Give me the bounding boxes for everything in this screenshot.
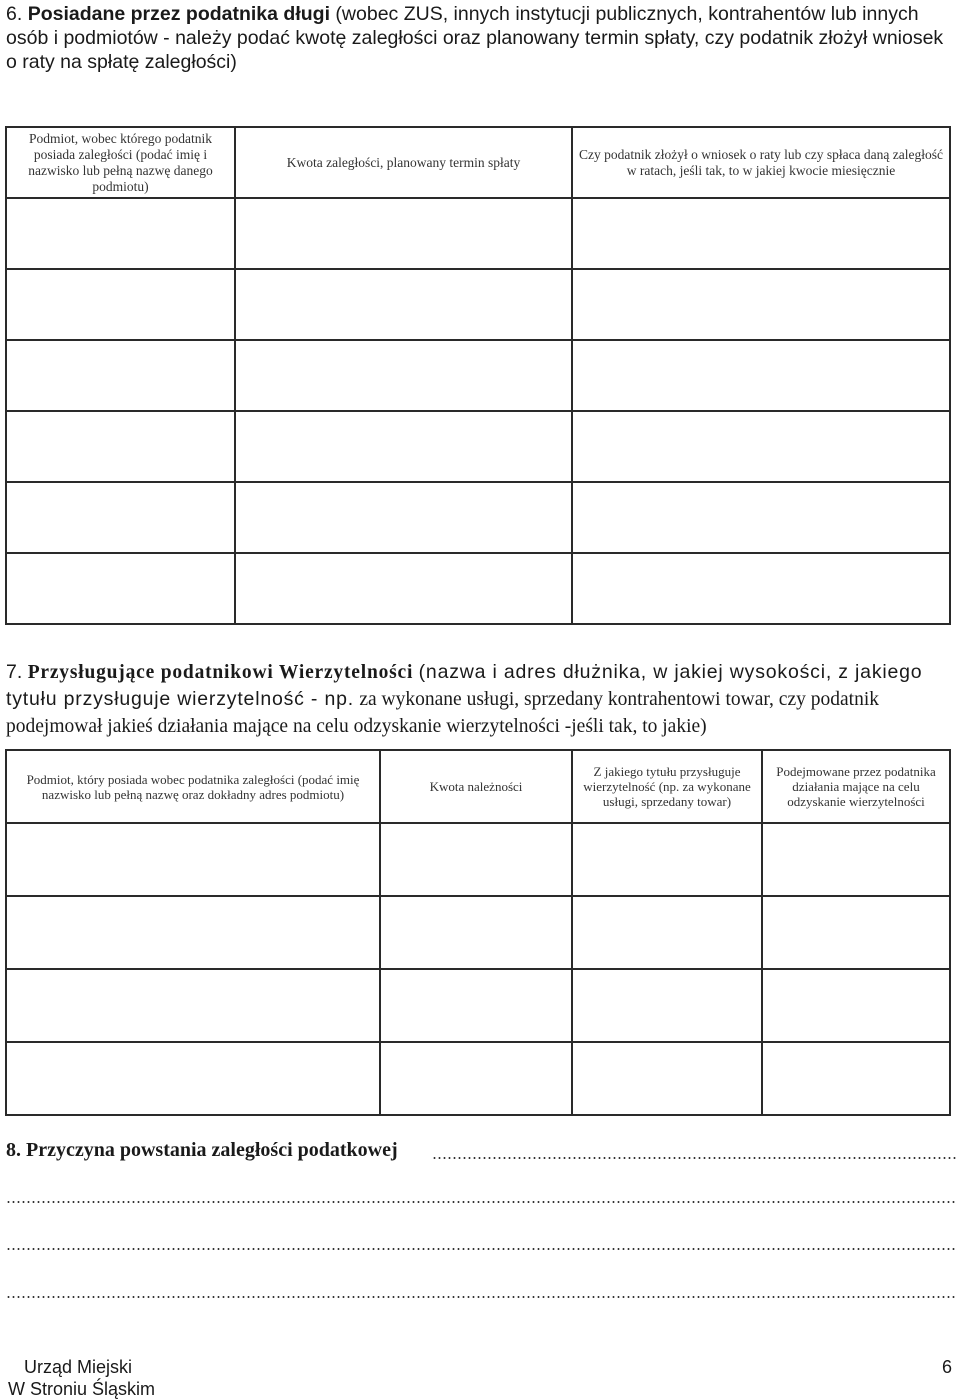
debts-cell-amount[interactable] [235,411,572,482]
receivables-col-debtor: Podmiot, który posiada wobec podatnika zaległości (podać imię nazwisko lub pełną nazwę oraz dokładny adres podmiotu) [6,750,380,823]
table-row [6,198,950,269]
receivables-cell-amount[interactable] [380,896,572,969]
section6-heading [6,2,956,74]
receivables-cell-amount[interactable] [380,969,572,1042]
debts-cell-creditor[interactable] [6,198,235,269]
debts-cell-creditor[interactable] [6,411,235,482]
receivables-cell-title[interactable] [572,896,762,969]
receivables-cell-actions[interactable] [762,823,950,896]
debts-table-header [6,127,950,198]
receivables-cell-debtor[interactable] [6,969,380,1042]
receivables-cell-debtor[interactable] [6,823,380,896]
debts-cell-creditor[interactable] [6,340,235,411]
table-row [6,269,950,340]
table-row [6,1042,950,1115]
receivables-cell-actions[interactable] [762,1042,950,1115]
receivables-cell-amount[interactable] [380,823,572,896]
footer-office-line1: Urząd Miejski [24,1357,133,1377]
receivables-cell-actions[interactable] [762,896,950,969]
section7-number: 7. [6,661,23,683]
section8-title: 8. Przyczyna powstania zaległości podatkowej [6,1139,398,1161]
debts-cell-amount[interactable] [235,482,572,553]
debts-cell-amount[interactable] [235,198,572,269]
debts-table [5,126,951,625]
receivables-col-actions: Podejmowane przez podatnika działania mające na celu odzyskanie wierzytelności [762,750,950,823]
receivables-table [5,749,951,1116]
section6-title: Posiadane przez podatnika długi [27,3,330,25]
receivables-cell-debtor[interactable] [6,896,380,969]
debts-cell-creditor[interactable] [6,553,235,624]
table-row [6,340,950,411]
debts-cell-amount[interactable] [235,553,572,624]
debts-col-installments: Czy podatnik złożył o wniosek o raty lub czy spłaca daną zaległość w ratach, jeśli tak, to w jakiej kwocie miesięcznie [572,127,950,198]
section7-title: Przysługujące podatnikowi Wierzytelności [27,662,414,683]
receivables-cell-amount[interactable] [380,1042,572,1115]
section6-description: (wobec ZUS, innych instytucji publicznych, kontrahentów lub innych osób i podmiotów - należy podać kwotę zaległości oraz planowany termin spłaty, czy podatnik złożył wniosek o raty na spłatę zaległości) [6,3,944,73]
table-row [6,969,950,1042]
receivables-table-header [6,750,950,823]
debts-cell-installments[interactable] [572,340,950,411]
table-row [6,411,950,482]
receivables-col-title: Z jakiego tytułu przysługuje wierzytelność (np. za wykonane usługi, sprzedany towar) [572,750,762,823]
debts-col-amount: Kwota zaległości, planowany termin spłaty [235,127,572,198]
section8-answer-line[interactable] [6,1248,956,1250]
table-row [6,553,950,624]
section7-heading [6,659,956,740]
debts-cell-installments[interactable] [572,553,950,624]
debts-cell-installments[interactable] [572,198,950,269]
debts-cell-creditor[interactable] [6,269,235,340]
section8-answer-line[interactable] [6,1201,956,1203]
receivables-cell-title[interactable] [572,969,762,1042]
receivables-cell-debtor[interactable] [6,1042,380,1115]
receivables-cell-title[interactable] [572,1042,762,1115]
receivables-col-amount: Kwota należności [380,750,572,823]
debts-col-creditor: Podmiot, wobec którego podatnik posiada zaległości (podać imię i nazwisko lub pełną nazwę danego podmiotu) [6,127,235,198]
receivables-cell-title[interactable] [572,823,762,896]
debts-cell-amount[interactable] [235,340,572,411]
debts-cell-installments[interactable] [572,411,950,482]
debts-cell-creditor[interactable] [6,482,235,553]
section7-description-part2: za wykonane usługi, sprzedany kontrahentowi towar, czy podatnik podejmował jakieś działania mające na celu odzyskanie wierzytelności -jeśli tak, to jakie) [6,689,879,737]
page-number: 6 [941,1357,952,1377]
section8-answer-line[interactable] [6,1296,956,1298]
debts-cell-installments[interactable] [572,269,950,340]
table-row [6,823,950,896]
section6-number: 6. [6,3,23,25]
debts-cell-amount[interactable] [235,269,572,340]
section7-description-part1: (nazwa i adres dłużnika, w jakiej wysokości, z jakiego tytułu przysługuje wierzytelność - np. [6,661,923,710]
footer-office-line2: W Stroniu Śląskim [8,1379,156,1399]
table-row [6,896,950,969]
debts-cell-installments[interactable] [572,482,950,553]
footer-office [8,1356,155,1400]
receivables-cell-actions[interactable] [762,969,950,1042]
section8-answer-line[interactable] [432,1157,956,1159]
table-row [6,482,950,553]
